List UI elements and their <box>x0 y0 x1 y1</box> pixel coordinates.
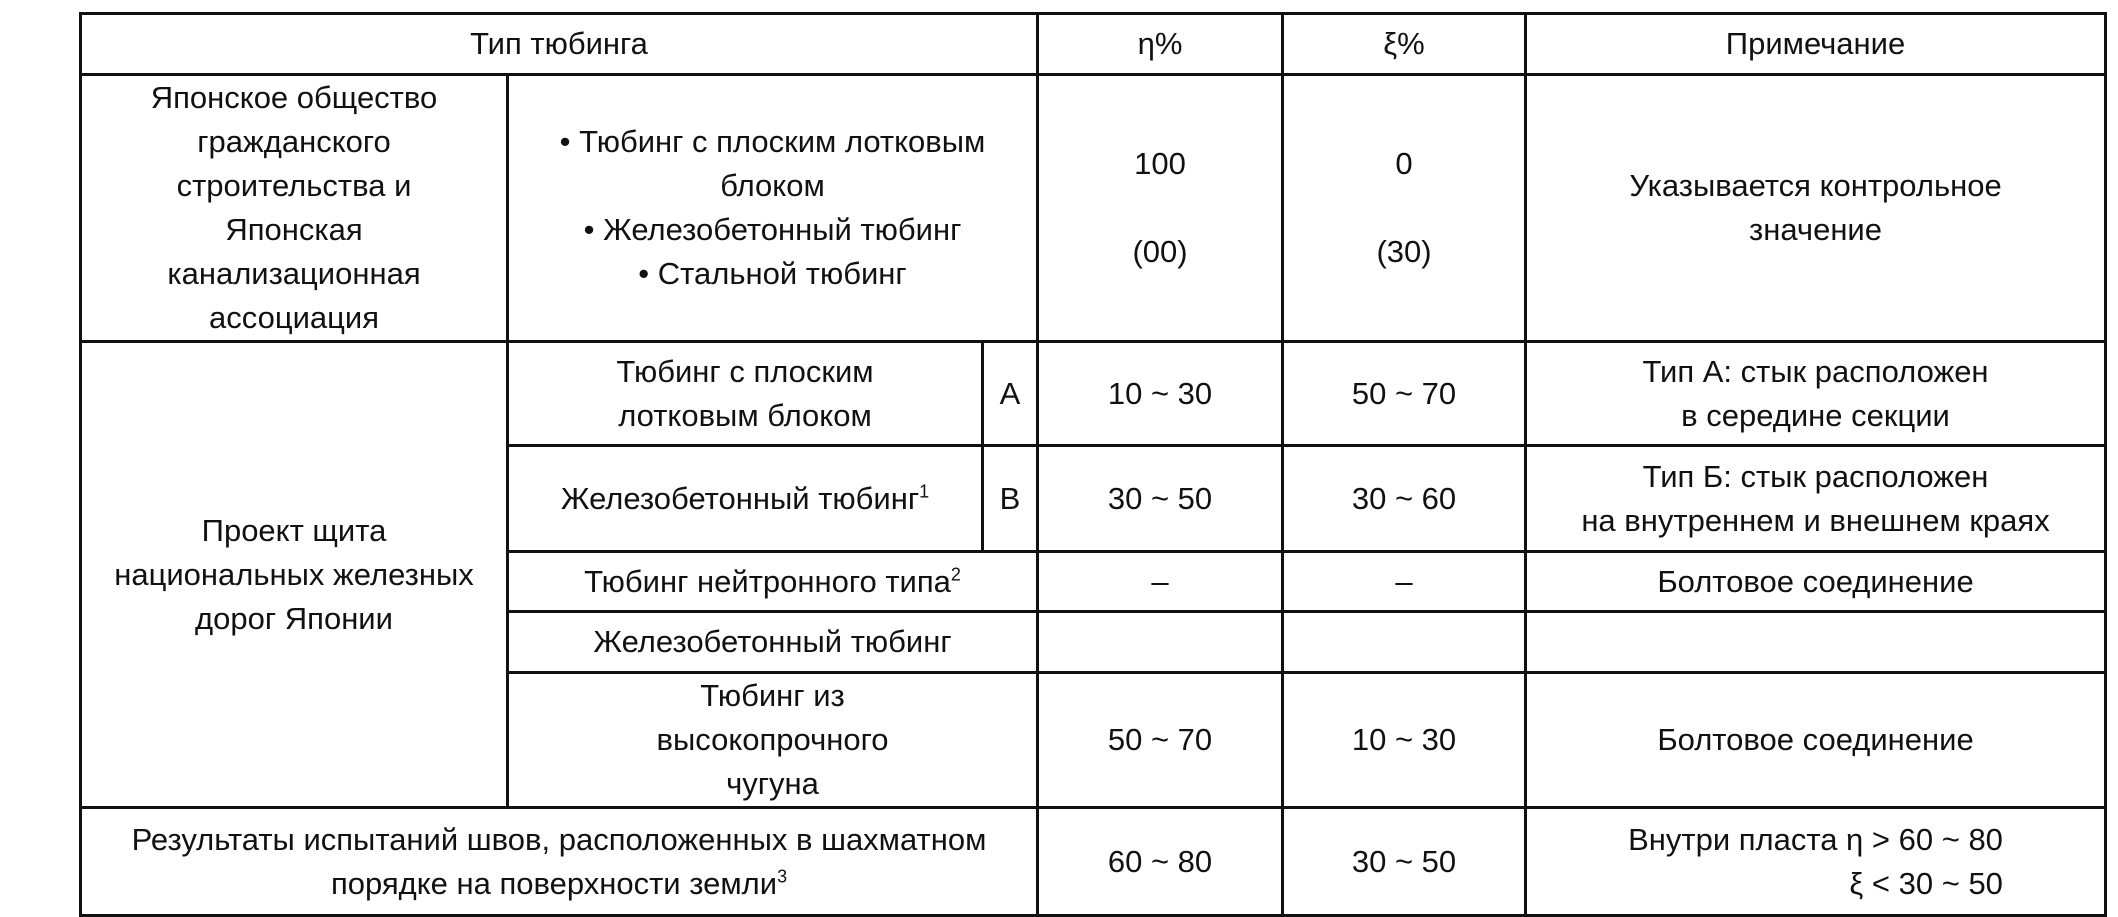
group2-row2-note: Болтовое соединение <box>1526 552 2106 612</box>
footnote-mark-2: 2 <box>950 564 961 585</box>
group2-row0-letter: A <box>983 342 1038 446</box>
table-header-row <box>81 14 2106 75</box>
group2-row0-note-line1: Тип А: стык расположен <box>1642 353 1989 389</box>
header-note: Примечание <box>1526 14 2106 75</box>
row1-bullet-1: • Тюбинг с плоским лотковым блоком <box>559 124 986 203</box>
group2-row4-note: Болтовое соединение <box>1526 673 2106 808</box>
row1-note: Указывается контрольное значение <box>1526 75 2106 342</box>
group2-row3-type: Железобетонный тюбинг <box>508 612 1038 673</box>
last-note-line1: Внутри пласта η > 60 ~ 80 <box>1628 821 2003 857</box>
row1-xi-value: 0 <box>1395 146 1413 181</box>
group2-row1-xi: 30 ~ 60 <box>1283 446 1526 552</box>
group2-row2-type-text: Тюбинг нейтронного типа <box>584 563 951 599</box>
group2-row0-type: Тюбинг с плоским лотковым блоком <box>508 342 983 446</box>
group2-row4-n: 50 ~ 70 <box>1038 673 1283 808</box>
properties-table <box>79 12 2107 917</box>
row1-bullet-2: • Железобетонный тюбинг <box>583 212 962 247</box>
group2-row1-type <box>508 446 983 552</box>
row1-source: Японское общество гражданского строительства и Японская канализационная ассоциация <box>81 75 508 342</box>
last-note-line2: ξ < 30 ~ 50 <box>1849 865 2003 901</box>
group2-source: Проект щита национальных железных дорог Японии <box>81 342 508 808</box>
footnote-mark-3: 3 <box>777 866 788 887</box>
row1-types <box>508 75 1038 342</box>
last-note <box>1526 808 2106 916</box>
group2-row3-n <box>1038 612 1283 673</box>
table-row <box>81 75 2106 342</box>
header-type: Тип тюбинга <box>81 14 1038 75</box>
last-source <box>81 808 1038 916</box>
last-n: 60 ~ 80 <box>1038 808 1283 916</box>
last-source-text: Результаты испытаний швов, расположенных в шахматном порядке на поверхности земли <box>131 821 987 901</box>
table-row <box>81 808 2106 916</box>
last-note-block <box>1628 818 2003 906</box>
group2-row4-type: Тюбинг из высокопрочного чугуна <box>508 673 1038 808</box>
group2-row3-xi <box>1283 612 1526 673</box>
group2-row1-note-line1: Тип Б: стык расположен <box>1642 458 1989 494</box>
row1-bullet-3: • Стальной тюбинг <box>638 256 907 291</box>
row1-n <box>1038 75 1283 342</box>
row1-n-value: 100 <box>1134 146 1186 181</box>
group2-row1-note <box>1526 446 2106 552</box>
header-n: η% <box>1038 14 1283 75</box>
table-row <box>81 342 2106 446</box>
group2-row2-type <box>508 552 1038 612</box>
group2-row0-note <box>1526 342 2106 446</box>
row1-xi <box>1283 75 1526 342</box>
header-xi: ξ% <box>1283 14 1526 75</box>
row1-xi-alt: (30) <box>1376 234 1432 269</box>
group2-row2-xi: – <box>1283 552 1526 612</box>
group2-row2-n: – <box>1038 552 1283 612</box>
group2-row1-type-text: Железобетонный тюбинг <box>560 480 920 516</box>
group2-row1-letter: B <box>983 446 1038 552</box>
last-xi: 30 ~ 50 <box>1283 808 1526 916</box>
group2-row0-note-line2: в середине секции <box>1681 397 1950 433</box>
group2-row0-xi: 50 ~ 70 <box>1283 342 1526 446</box>
group2-row3-note <box>1526 612 2106 673</box>
group2-row0-n: 10 ~ 30 <box>1038 342 1283 446</box>
group2-row4-xi: 10 ~ 30 <box>1283 673 1526 808</box>
footnote-mark-1: 1 <box>919 481 930 502</box>
group2-row1-note-line2: на внутреннем и внешнем краях <box>1581 502 2050 538</box>
group2-row1-n: 30 ~ 50 <box>1038 446 1283 552</box>
row1-n-alt: (00) <box>1132 234 1188 269</box>
